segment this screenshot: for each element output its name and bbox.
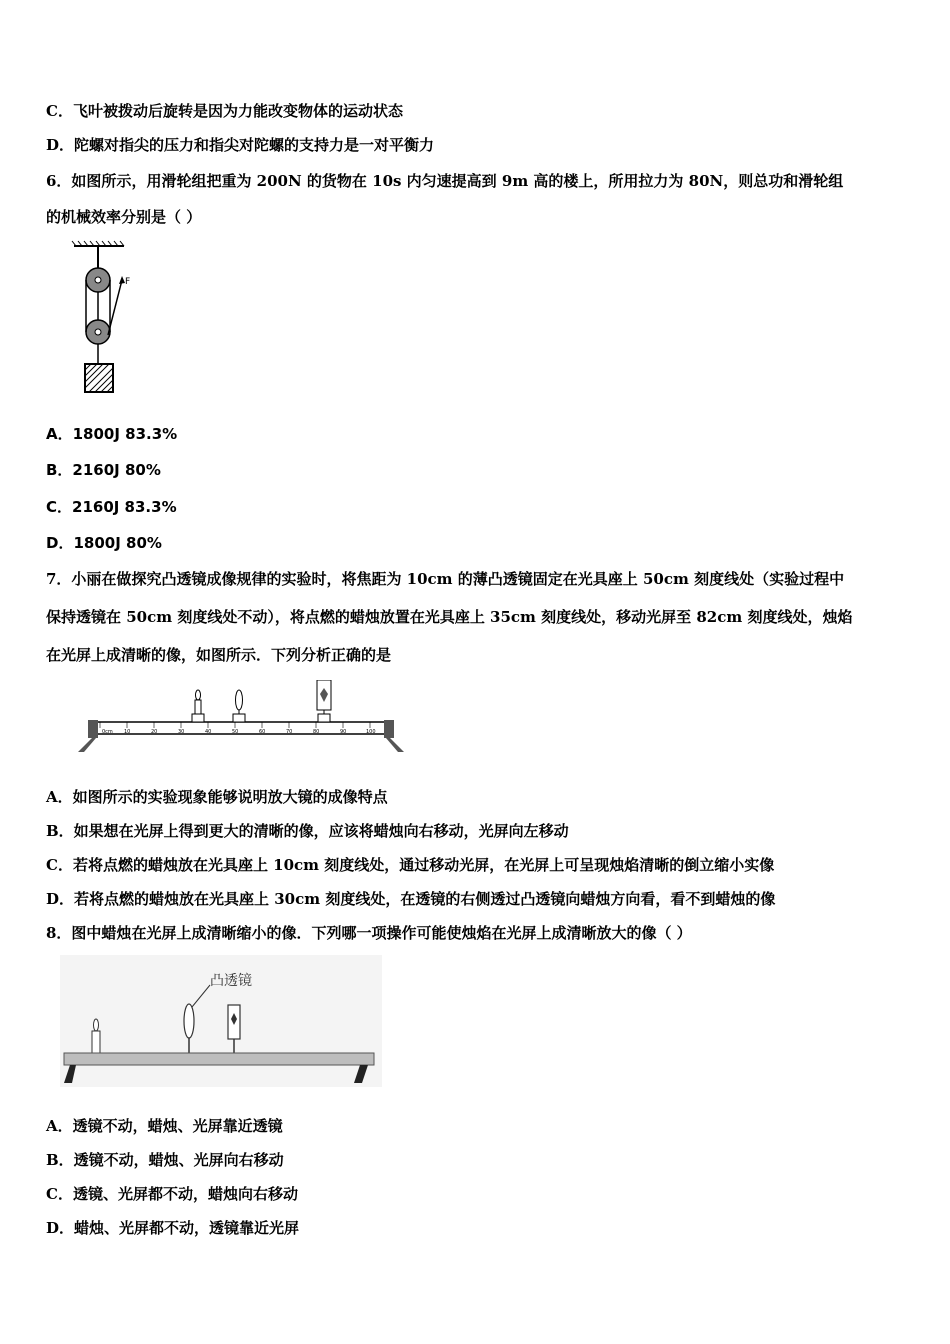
bench-tick-label: 20 — [151, 729, 158, 735]
bench-tick-label: 100 — [366, 729, 376, 735]
bench-tick-label: 10 — [124, 729, 131, 735]
question-8-option-c: C．透镜、光屏都不动，蜡烛向右移动 — [46, 1185, 298, 1203]
lens-label: 凸透镜 — [210, 973, 252, 989]
question-7-stem-2: 保持透镜在 50cm 刻度线处不动），将点燃的蜡烛放置在光具座上 35cm 刻度线处，移动光屏至 82cm 刻度线处，烛焰 — [46, 608, 853, 626]
question-8-stem: 8．图中蜡烛在光屏上成清晰缩小的像．下列哪一项操作可能使烛焰在光屏上成清晰放大的像（ ） — [46, 924, 692, 942]
question-6-stem-1: 6．如图所示，用滑轮组把重为 200N 的货物在 10s 内匀速提高到 9m 高的楼上，所用拉力为 80N，则总功和滑轮组 — [46, 172, 844, 190]
convex-lens-figure — [60, 955, 382, 1087]
bench-tick-label: 40 — [205, 729, 212, 735]
line-option-c-prev: C．飞叶被拨动后旋转是因为力能改变物体的运动状态 — [46, 102, 403, 120]
question-6-option-b: B．2160J 80% — [46, 461, 161, 479]
optical-bench-figure — [72, 680, 412, 760]
question-6-option-c: C．2160J 83.3% — [46, 498, 177, 516]
question-7-option-b: B．如果想在光屏上得到更大的清晰的像，应该将蜡烛向右移动，光屏向左移动 — [46, 822, 569, 840]
question-7-option-c: C．若将点燃的蜡烛放在光具座上 10cm 刻度线处，通过移动光屏，在光屏上可呈现烛焰清晰的倒立缩小实像 — [46, 856, 775, 874]
question-8-option-d: D．蜡烛、光屏都不动，透镜靠近光屏 — [46, 1219, 300, 1237]
bench-tick-label: 90 — [340, 729, 347, 735]
question-7-stem-1: 7．小丽在做探究凸透镜成像规律的实验时，将焦距为 10cm 的薄凸透镜固定在光具座上 50cm 刻度线处（实验过程中 — [46, 570, 845, 588]
question-7-stem-3: 在光屏上成清晰的像，如图所示．下列分析正确的是 — [46, 646, 392, 664]
question-6-stem-2: 的机械效率分别是（ ） — [46, 208, 202, 226]
bench-tick-label: 0cm — [102, 729, 113, 735]
pulley-figure — [68, 240, 158, 400]
bench-tick-label: 70 — [286, 729, 293, 735]
bench-tick-label: 30 — [178, 729, 185, 735]
question-6-option-a: A．1800J 83.3% — [46, 425, 178, 443]
line-option-d-prev: D．陀螺对指尖的压力和指尖对陀螺的支持力是一对平衡力 — [46, 136, 435, 154]
bench-tick-label: 80 — [313, 729, 320, 735]
question-8-option-b: B．透镜不动，蜡烛、光屏向右移动 — [46, 1151, 284, 1169]
question-7-option-a: A．如图所示的实验现象能够说明放大镜的成像特点 — [46, 788, 388, 806]
bench-tick-label: 60 — [259, 729, 266, 735]
bench-tick-label: 50 — [232, 729, 239, 735]
question-7-option-d: D．若将点燃的蜡烛放在光具座上 30cm 刻度线处，在透镜的右侧透过凸透镜向蜡烛方向看，看不到蜡烛的像 — [46, 890, 776, 908]
question-6-option-d: D．1800J 80% — [46, 534, 162, 552]
force-label: F — [125, 277, 131, 287]
question-8-option-a: A．透镜不动，蜡烛、光屏靠近透镜 — [46, 1117, 283, 1135]
